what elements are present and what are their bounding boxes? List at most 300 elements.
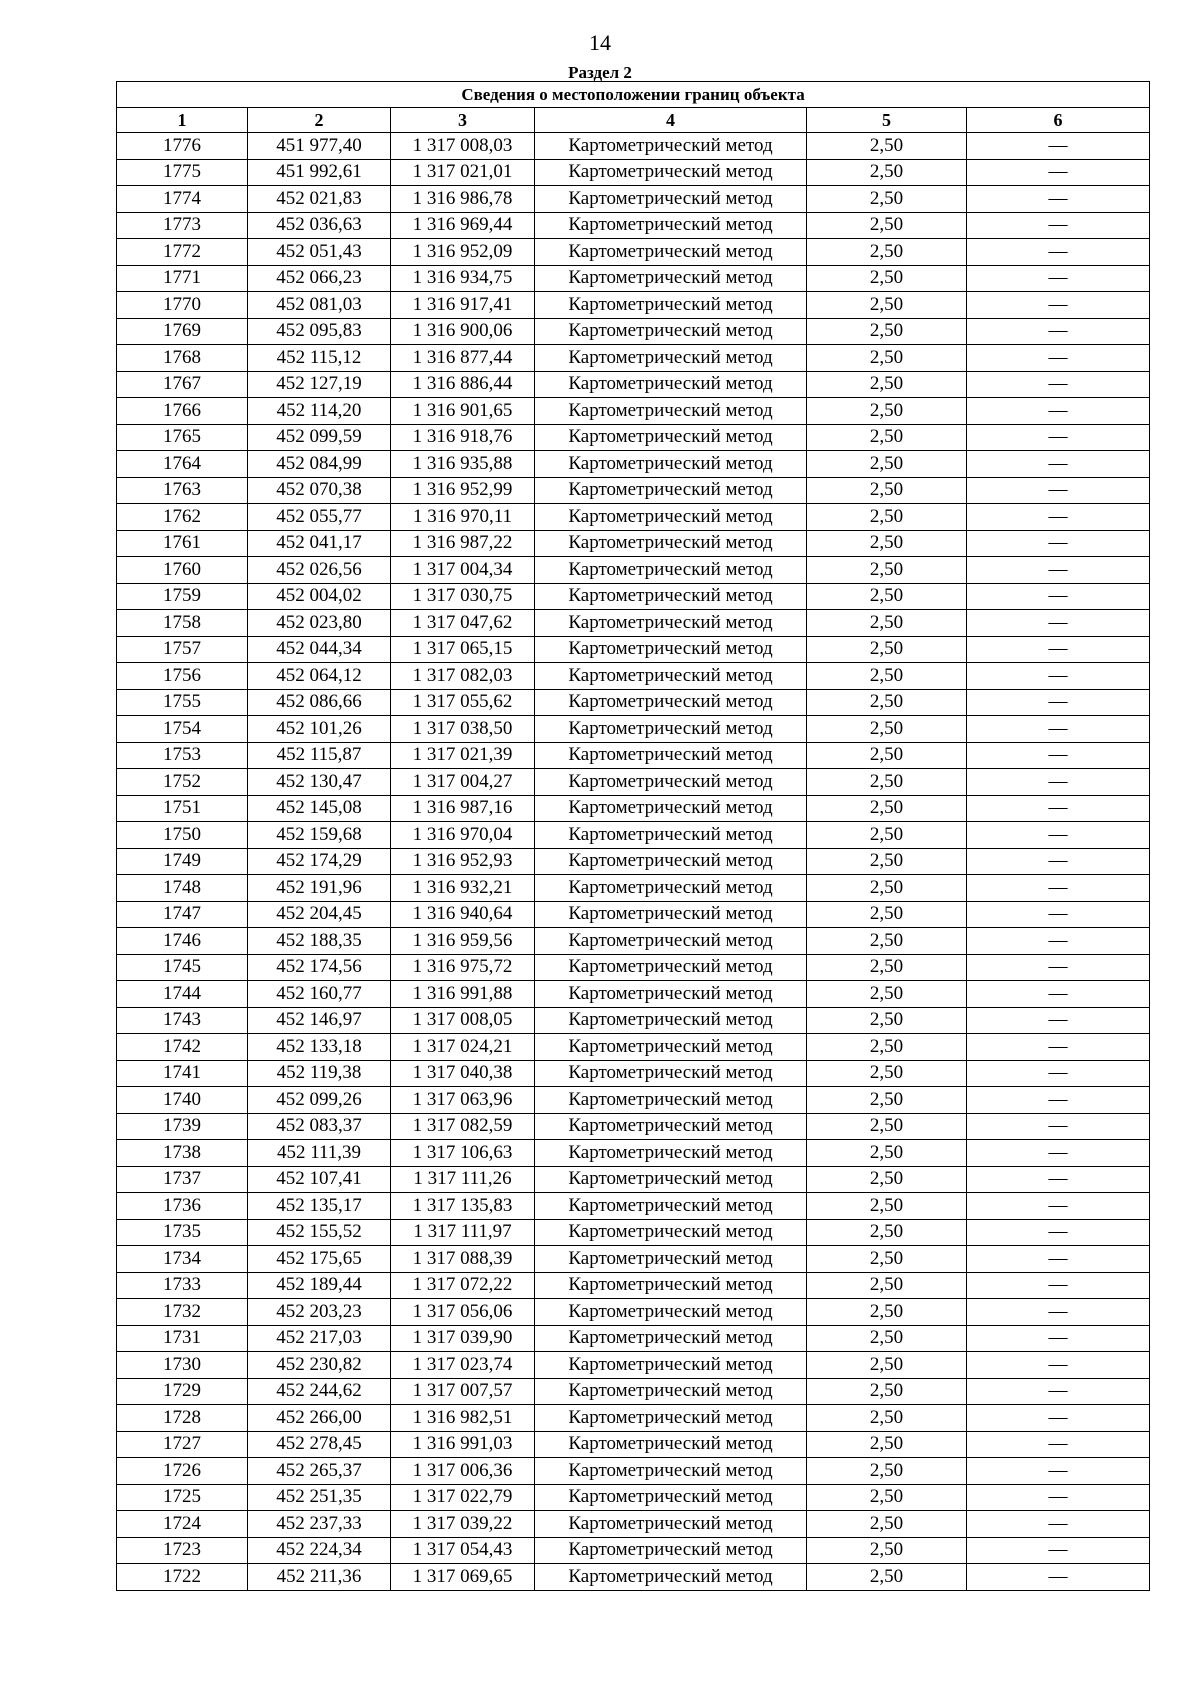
table-row bbox=[117, 610, 1150, 637]
table-row bbox=[117, 1299, 1150, 1326]
table-row bbox=[117, 530, 1150, 557]
point-number-cell: 1724 bbox=[117, 1511, 248, 1538]
point-number-cell: 1752 bbox=[117, 769, 248, 796]
description-cell: — bbox=[967, 1087, 1150, 1114]
method-cell: Картометрический метод bbox=[535, 848, 807, 875]
accuracy-cell: 2,50 bbox=[807, 371, 967, 398]
y-coordinate-cell: 1 317 106,63 bbox=[391, 1140, 535, 1167]
accuracy-cell: 2,50 bbox=[807, 424, 967, 451]
table-row bbox=[117, 822, 1150, 849]
column-number: 6 bbox=[967, 108, 1150, 133]
accuracy-cell: 2,50 bbox=[807, 875, 967, 902]
method-cell: Картометрический метод bbox=[535, 133, 807, 160]
accuracy-cell: 2,50 bbox=[807, 742, 967, 769]
accuracy-cell: 2,50 bbox=[807, 398, 967, 425]
description-cell: — bbox=[967, 583, 1150, 610]
description-cell: — bbox=[967, 875, 1150, 902]
point-number-cell: 1736 bbox=[117, 1193, 248, 1220]
point-number-cell: 1746 bbox=[117, 928, 248, 955]
description-cell: — bbox=[967, 1113, 1150, 1140]
y-coordinate-cell: 1 316 987,22 bbox=[391, 530, 535, 557]
accuracy-cell: 2,50 bbox=[807, 1219, 967, 1246]
y-coordinate-cell: 1 317 069,65 bbox=[391, 1564, 535, 1591]
point-number-cell: 1759 bbox=[117, 583, 248, 610]
x-coordinate-cell: 452 251,35 bbox=[248, 1484, 391, 1511]
point-number-cell: 1773 bbox=[117, 212, 248, 239]
x-coordinate-cell: 452 086,66 bbox=[248, 689, 391, 716]
point-number-cell: 1740 bbox=[117, 1087, 248, 1114]
accuracy-cell: 2,50 bbox=[807, 345, 967, 372]
table-row bbox=[117, 663, 1150, 690]
column-number: 5 bbox=[807, 108, 967, 133]
description-cell: — bbox=[967, 133, 1150, 160]
method-cell: Картометрический метод bbox=[535, 292, 807, 319]
table-row bbox=[117, 1193, 1150, 1220]
y-coordinate-cell: 1 316 877,44 bbox=[391, 345, 535, 372]
x-coordinate-cell: 451 992,61 bbox=[248, 159, 391, 186]
accuracy-cell: 2,50 bbox=[807, 530, 967, 557]
method-cell: Картометрический метод bbox=[535, 1352, 807, 1379]
y-coordinate-cell: 1 316 886,44 bbox=[391, 371, 535, 398]
accuracy-cell: 2,50 bbox=[807, 292, 967, 319]
table-row bbox=[117, 1378, 1150, 1405]
method-cell: Картометрический метод bbox=[535, 822, 807, 849]
y-coordinate-cell: 1 317 065,15 bbox=[391, 636, 535, 663]
accuracy-cell: 2,50 bbox=[807, 212, 967, 239]
table-caption-row bbox=[117, 82, 1150, 108]
table-row bbox=[117, 292, 1150, 319]
method-cell: Картометрический метод bbox=[535, 1113, 807, 1140]
y-coordinate-cell: 1 317 063,96 bbox=[391, 1087, 535, 1114]
description-cell: — bbox=[967, 398, 1150, 425]
table-row bbox=[117, 371, 1150, 398]
x-coordinate-cell: 452 119,38 bbox=[248, 1060, 391, 1087]
table-row bbox=[117, 1060, 1150, 1087]
point-number-cell: 1723 bbox=[117, 1537, 248, 1564]
accuracy-cell: 2,50 bbox=[807, 133, 967, 160]
y-coordinate-cell: 1 317 082,03 bbox=[391, 663, 535, 690]
method-cell: Картометрический метод bbox=[535, 239, 807, 266]
point-number-cell: 1760 bbox=[117, 557, 248, 584]
point-number-cell: 1738 bbox=[117, 1140, 248, 1167]
point-number-cell: 1725 bbox=[117, 1484, 248, 1511]
description-cell: — bbox=[967, 822, 1150, 849]
y-coordinate-cell: 1 317 082,59 bbox=[391, 1113, 535, 1140]
table-row bbox=[117, 1458, 1150, 1485]
method-cell: Картометрический метод bbox=[535, 530, 807, 557]
accuracy-cell: 2,50 bbox=[807, 1113, 967, 1140]
method-cell: Картометрический метод bbox=[535, 742, 807, 769]
table-row bbox=[117, 1087, 1150, 1114]
accuracy-cell: 2,50 bbox=[807, 186, 967, 213]
accuracy-cell: 2,50 bbox=[807, 901, 967, 928]
x-coordinate-cell: 452 066,23 bbox=[248, 265, 391, 292]
method-cell: Картометрический метод bbox=[535, 981, 807, 1008]
x-coordinate-cell: 452 278,45 bbox=[248, 1431, 391, 1458]
accuracy-cell: 2,50 bbox=[807, 689, 967, 716]
accuracy-cell: 2,50 bbox=[807, 1352, 967, 1379]
method-cell: Картометрический метод bbox=[535, 769, 807, 796]
accuracy-cell: 2,50 bbox=[807, 1087, 967, 1114]
x-coordinate-cell: 452 026,56 bbox=[248, 557, 391, 584]
y-coordinate-cell: 1 317 022,79 bbox=[391, 1484, 535, 1511]
x-coordinate-cell: 452 081,03 bbox=[248, 292, 391, 319]
description-cell: — bbox=[967, 1325, 1150, 1352]
x-coordinate-cell: 452 130,47 bbox=[248, 769, 391, 796]
point-number-cell: 1753 bbox=[117, 742, 248, 769]
table-row bbox=[117, 875, 1150, 902]
description-cell: — bbox=[967, 1378, 1150, 1405]
y-coordinate-cell: 1 316 982,51 bbox=[391, 1405, 535, 1432]
y-coordinate-cell: 1 317 055,62 bbox=[391, 689, 535, 716]
y-coordinate-cell: 1 316 991,88 bbox=[391, 981, 535, 1008]
table-row bbox=[117, 212, 1150, 239]
y-coordinate-cell: 1 317 007,57 bbox=[391, 1378, 535, 1405]
x-coordinate-cell: 452 145,08 bbox=[248, 795, 391, 822]
x-coordinate-cell: 452 204,45 bbox=[248, 901, 391, 928]
method-cell: Картометрический метод bbox=[535, 1193, 807, 1220]
point-number-cell: 1735 bbox=[117, 1219, 248, 1246]
table-row bbox=[117, 1484, 1150, 1511]
description-cell: — bbox=[967, 795, 1150, 822]
point-number-cell: 1729 bbox=[117, 1378, 248, 1405]
accuracy-cell: 2,50 bbox=[807, 1034, 967, 1061]
accuracy-cell: 2,50 bbox=[807, 1060, 967, 1087]
accuracy-cell: 2,50 bbox=[807, 636, 967, 663]
description-cell: — bbox=[967, 689, 1150, 716]
method-cell: Картометрический метод bbox=[535, 451, 807, 478]
point-number-cell: 1739 bbox=[117, 1113, 248, 1140]
point-number-cell: 1731 bbox=[117, 1325, 248, 1352]
point-number-cell: 1742 bbox=[117, 1034, 248, 1061]
table-row bbox=[117, 477, 1150, 504]
accuracy-cell: 2,50 bbox=[807, 451, 967, 478]
accuracy-cell: 2,50 bbox=[807, 610, 967, 637]
description-cell: — bbox=[967, 901, 1150, 928]
accuracy-cell: 2,50 bbox=[807, 159, 967, 186]
description-cell: — bbox=[967, 716, 1150, 743]
description-cell: — bbox=[967, 1060, 1150, 1087]
accuracy-cell: 2,50 bbox=[807, 928, 967, 955]
table-row bbox=[117, 795, 1150, 822]
x-coordinate-cell: 452 051,43 bbox=[248, 239, 391, 266]
accuracy-cell: 2,50 bbox=[807, 318, 967, 345]
description-cell: — bbox=[967, 636, 1150, 663]
table-row bbox=[117, 716, 1150, 743]
y-coordinate-cell: 1 316 940,64 bbox=[391, 901, 535, 928]
description-cell: — bbox=[967, 848, 1150, 875]
table-row bbox=[117, 1007, 1150, 1034]
y-coordinate-cell: 1 317 021,39 bbox=[391, 742, 535, 769]
y-coordinate-cell: 1 316 987,16 bbox=[391, 795, 535, 822]
y-coordinate-cell: 1 317 040,38 bbox=[391, 1060, 535, 1087]
method-cell: Картометрический метод bbox=[535, 371, 807, 398]
description-cell: — bbox=[967, 530, 1150, 557]
method-cell: Картометрический метод bbox=[535, 1060, 807, 1087]
method-cell: Картометрический метод bbox=[535, 159, 807, 186]
method-cell: Картометрический метод bbox=[535, 477, 807, 504]
accuracy-cell: 2,50 bbox=[807, 1537, 967, 1564]
method-cell: Картометрический метод bbox=[535, 1378, 807, 1405]
x-coordinate-cell: 452 133,18 bbox=[248, 1034, 391, 1061]
y-coordinate-cell: 1 316 991,03 bbox=[391, 1431, 535, 1458]
table-row bbox=[117, 451, 1150, 478]
y-coordinate-cell: 1 317 004,34 bbox=[391, 557, 535, 584]
y-coordinate-cell: 1 316 917,41 bbox=[391, 292, 535, 319]
method-cell: Картометрический метод bbox=[535, 1458, 807, 1485]
accuracy-cell: 2,50 bbox=[807, 1378, 967, 1405]
point-number-cell: 1734 bbox=[117, 1246, 248, 1273]
x-coordinate-cell: 452 230,82 bbox=[248, 1352, 391, 1379]
point-number-cell: 1755 bbox=[117, 689, 248, 716]
table-row bbox=[117, 636, 1150, 663]
x-coordinate-cell: 452 099,59 bbox=[248, 424, 391, 451]
method-cell: Картометрический метод bbox=[535, 1431, 807, 1458]
x-coordinate-cell: 452 265,37 bbox=[248, 1458, 391, 1485]
point-number-cell: 1757 bbox=[117, 636, 248, 663]
x-coordinate-cell: 452 189,44 bbox=[248, 1272, 391, 1299]
column-number: 4 bbox=[535, 108, 807, 133]
point-number-cell: 1765 bbox=[117, 424, 248, 451]
method-cell: Картометрический метод bbox=[535, 1007, 807, 1034]
x-coordinate-cell: 452 083,37 bbox=[248, 1113, 391, 1140]
y-coordinate-cell: 1 317 111,97 bbox=[391, 1219, 535, 1246]
point-number-cell: 1741 bbox=[117, 1060, 248, 1087]
y-coordinate-cell: 1 316 918,76 bbox=[391, 424, 535, 451]
x-coordinate-cell: 452 041,17 bbox=[248, 530, 391, 557]
y-coordinate-cell: 1 317 008,03 bbox=[391, 133, 535, 160]
x-coordinate-cell: 452 055,77 bbox=[248, 504, 391, 531]
description-cell: — bbox=[967, 1007, 1150, 1034]
description-cell: — bbox=[967, 451, 1150, 478]
x-coordinate-cell: 452 146,97 bbox=[248, 1007, 391, 1034]
y-coordinate-cell: 1 316 900,06 bbox=[391, 318, 535, 345]
method-cell: Картометрический метод bbox=[535, 1140, 807, 1167]
table-row bbox=[117, 1113, 1150, 1140]
method-cell: Картометрический метод bbox=[535, 1537, 807, 1564]
y-coordinate-cell: 1 316 952,93 bbox=[391, 848, 535, 875]
y-coordinate-cell: 1 316 970,04 bbox=[391, 822, 535, 849]
method-cell: Картометрический метод bbox=[535, 1166, 807, 1193]
description-cell: — bbox=[967, 292, 1150, 319]
table-body bbox=[117, 133, 1150, 1591]
y-coordinate-cell: 1 316 970,11 bbox=[391, 504, 535, 531]
description-cell: — bbox=[967, 769, 1150, 796]
point-number-cell: 1768 bbox=[117, 345, 248, 372]
y-coordinate-cell: 1 317 030,75 bbox=[391, 583, 535, 610]
column-number: 3 bbox=[391, 108, 535, 133]
table-row bbox=[117, 398, 1150, 425]
x-coordinate-cell: 452 114,20 bbox=[248, 398, 391, 425]
point-number-cell: 1737 bbox=[117, 1166, 248, 1193]
description-cell: — bbox=[967, 742, 1150, 769]
description-cell: — bbox=[967, 424, 1150, 451]
table-row bbox=[117, 1140, 1150, 1167]
x-coordinate-cell: 452 160,77 bbox=[248, 981, 391, 1008]
accuracy-cell: 2,50 bbox=[807, 1431, 967, 1458]
point-number-cell: 1756 bbox=[117, 663, 248, 690]
x-coordinate-cell: 452 023,80 bbox=[248, 610, 391, 637]
page-number: 14 bbox=[589, 30, 611, 55]
description-cell: — bbox=[967, 557, 1150, 584]
accuracy-cell: 2,50 bbox=[807, 265, 967, 292]
point-number-cell: 1775 bbox=[117, 159, 248, 186]
description-cell: — bbox=[967, 1405, 1150, 1432]
x-coordinate-cell: 452 111,39 bbox=[248, 1140, 391, 1167]
accuracy-cell: 2,50 bbox=[807, 1007, 967, 1034]
x-coordinate-cell: 452 004,02 bbox=[248, 583, 391, 610]
x-coordinate-cell: 452 159,68 bbox=[248, 822, 391, 849]
y-coordinate-cell: 1 316 952,99 bbox=[391, 477, 535, 504]
method-cell: Картометрический метод bbox=[535, 1246, 807, 1273]
point-number-cell: 1747 bbox=[117, 901, 248, 928]
accuracy-cell: 2,50 bbox=[807, 1564, 967, 1591]
accuracy-cell: 2,50 bbox=[807, 1193, 967, 1220]
accuracy-cell: 2,50 bbox=[807, 477, 967, 504]
table-row bbox=[117, 901, 1150, 928]
point-number-cell: 1727 bbox=[117, 1431, 248, 1458]
x-coordinate-cell: 452 070,38 bbox=[248, 477, 391, 504]
point-number-cell: 1749 bbox=[117, 848, 248, 875]
description-cell: — bbox=[967, 663, 1150, 690]
method-cell: Картометрический метод bbox=[535, 1564, 807, 1591]
point-number-cell: 1748 bbox=[117, 875, 248, 902]
description-cell: — bbox=[967, 1431, 1150, 1458]
description-cell: — bbox=[967, 1511, 1150, 1538]
method-cell: Картометрический метод bbox=[535, 265, 807, 292]
x-coordinate-cell: 452 064,12 bbox=[248, 663, 391, 690]
x-coordinate-cell: 452 174,56 bbox=[248, 954, 391, 981]
x-coordinate-cell: 452 107,41 bbox=[248, 1166, 391, 1193]
x-coordinate-cell: 452 099,26 bbox=[248, 1087, 391, 1114]
x-coordinate-cell: 452 244,62 bbox=[248, 1378, 391, 1405]
method-cell: Картометрический метод bbox=[535, 1034, 807, 1061]
y-coordinate-cell: 1 317 024,21 bbox=[391, 1034, 535, 1061]
y-coordinate-cell: 1 317 004,27 bbox=[391, 769, 535, 796]
table-row bbox=[117, 954, 1150, 981]
x-coordinate-cell: 452 203,23 bbox=[248, 1299, 391, 1326]
table-row bbox=[117, 848, 1150, 875]
table-row bbox=[117, 1246, 1150, 1273]
y-coordinate-cell: 1 316 934,75 bbox=[391, 265, 535, 292]
accuracy-cell: 2,50 bbox=[807, 981, 967, 1008]
method-cell: Картометрический метод bbox=[535, 795, 807, 822]
point-number-cell: 1722 bbox=[117, 1564, 248, 1591]
point-number-cell: 1767 bbox=[117, 371, 248, 398]
accuracy-cell: 2,50 bbox=[807, 1299, 967, 1326]
y-coordinate-cell: 1 317 135,83 bbox=[391, 1193, 535, 1220]
method-cell: Картометрический метод bbox=[535, 424, 807, 451]
description-cell: — bbox=[967, 1246, 1150, 1273]
description-cell: — bbox=[967, 610, 1150, 637]
method-cell: Картометрический метод bbox=[535, 1272, 807, 1299]
section-title: Раздел 2 bbox=[568, 63, 632, 82]
accuracy-cell: 2,50 bbox=[807, 1272, 967, 1299]
accuracy-cell: 2,50 bbox=[807, 822, 967, 849]
table-row bbox=[117, 583, 1150, 610]
y-coordinate-cell: 1 316 935,88 bbox=[391, 451, 535, 478]
method-cell: Картометрический метод bbox=[535, 1299, 807, 1326]
table-row bbox=[117, 318, 1150, 345]
x-coordinate-cell: 452 135,17 bbox=[248, 1193, 391, 1220]
description-cell: — bbox=[967, 1299, 1150, 1326]
point-number-cell: 1750 bbox=[117, 822, 248, 849]
table-row bbox=[117, 133, 1150, 160]
point-number-cell: 1776 bbox=[117, 133, 248, 160]
y-coordinate-cell: 1 316 952,09 bbox=[391, 239, 535, 266]
boundary-coordinates-table bbox=[116, 81, 1150, 1591]
method-cell: Картометрический метод bbox=[535, 1219, 807, 1246]
table-row bbox=[117, 1325, 1150, 1352]
table-row bbox=[117, 424, 1150, 451]
x-coordinate-cell: 452 036,63 bbox=[248, 212, 391, 239]
method-cell: Картометрический метод bbox=[535, 1087, 807, 1114]
accuracy-cell: 2,50 bbox=[807, 663, 967, 690]
accuracy-cell: 2,50 bbox=[807, 557, 967, 584]
table-row bbox=[117, 1272, 1150, 1299]
table-row bbox=[117, 1511, 1150, 1538]
point-number-cell: 1774 bbox=[117, 186, 248, 213]
point-number-cell: 1745 bbox=[117, 954, 248, 981]
y-coordinate-cell: 1 317 072,22 bbox=[391, 1272, 535, 1299]
method-cell: Картометрический метод bbox=[535, 186, 807, 213]
description-cell: — bbox=[967, 1034, 1150, 1061]
point-number-cell: 1726 bbox=[117, 1458, 248, 1485]
table-row bbox=[117, 504, 1150, 531]
table-row bbox=[117, 159, 1150, 186]
method-cell: Картометрический метод bbox=[535, 689, 807, 716]
description-cell: — bbox=[967, 212, 1150, 239]
accuracy-cell: 2,50 bbox=[807, 1458, 967, 1485]
accuracy-cell: 2,50 bbox=[807, 1511, 967, 1538]
x-coordinate-cell: 452 174,29 bbox=[248, 848, 391, 875]
method-cell: Картометрический метод bbox=[535, 1405, 807, 1432]
x-coordinate-cell: 452 224,34 bbox=[248, 1537, 391, 1564]
point-number-cell: 1769 bbox=[117, 318, 248, 345]
table-row bbox=[117, 1219, 1150, 1246]
method-cell: Картометрический метод bbox=[535, 875, 807, 902]
description-cell: — bbox=[967, 1219, 1150, 1246]
point-number-cell: 1733 bbox=[117, 1272, 248, 1299]
accuracy-cell: 2,50 bbox=[807, 1325, 967, 1352]
accuracy-cell: 2,50 bbox=[807, 239, 967, 266]
table-row bbox=[117, 345, 1150, 372]
table-row bbox=[117, 1405, 1150, 1432]
point-number-cell: 1730 bbox=[117, 1352, 248, 1379]
description-cell: — bbox=[967, 345, 1150, 372]
table-row bbox=[117, 186, 1150, 213]
accuracy-cell: 2,50 bbox=[807, 583, 967, 610]
point-number-cell: 1754 bbox=[117, 716, 248, 743]
method-cell: Картометрический метод bbox=[535, 928, 807, 955]
point-number-cell: 1761 bbox=[117, 530, 248, 557]
table-row bbox=[117, 1034, 1150, 1061]
y-coordinate-cell: 1 316 969,44 bbox=[391, 212, 535, 239]
description-cell: — bbox=[967, 1166, 1150, 1193]
method-cell: Картометрический метод bbox=[535, 663, 807, 690]
accuracy-cell: 2,50 bbox=[807, 716, 967, 743]
description-cell: — bbox=[967, 928, 1150, 955]
x-coordinate-cell: 452 175,65 bbox=[248, 1246, 391, 1273]
y-coordinate-cell: 1 317 056,06 bbox=[391, 1299, 535, 1326]
y-coordinate-cell: 1 316 975,72 bbox=[391, 954, 535, 981]
description-cell: — bbox=[967, 954, 1150, 981]
column-number-row bbox=[117, 108, 1150, 133]
method-cell: Картометрический метод bbox=[535, 318, 807, 345]
description-cell: — bbox=[967, 1537, 1150, 1564]
method-cell: Картометрический метод bbox=[535, 504, 807, 531]
method-cell: Картометрический метод bbox=[535, 398, 807, 425]
